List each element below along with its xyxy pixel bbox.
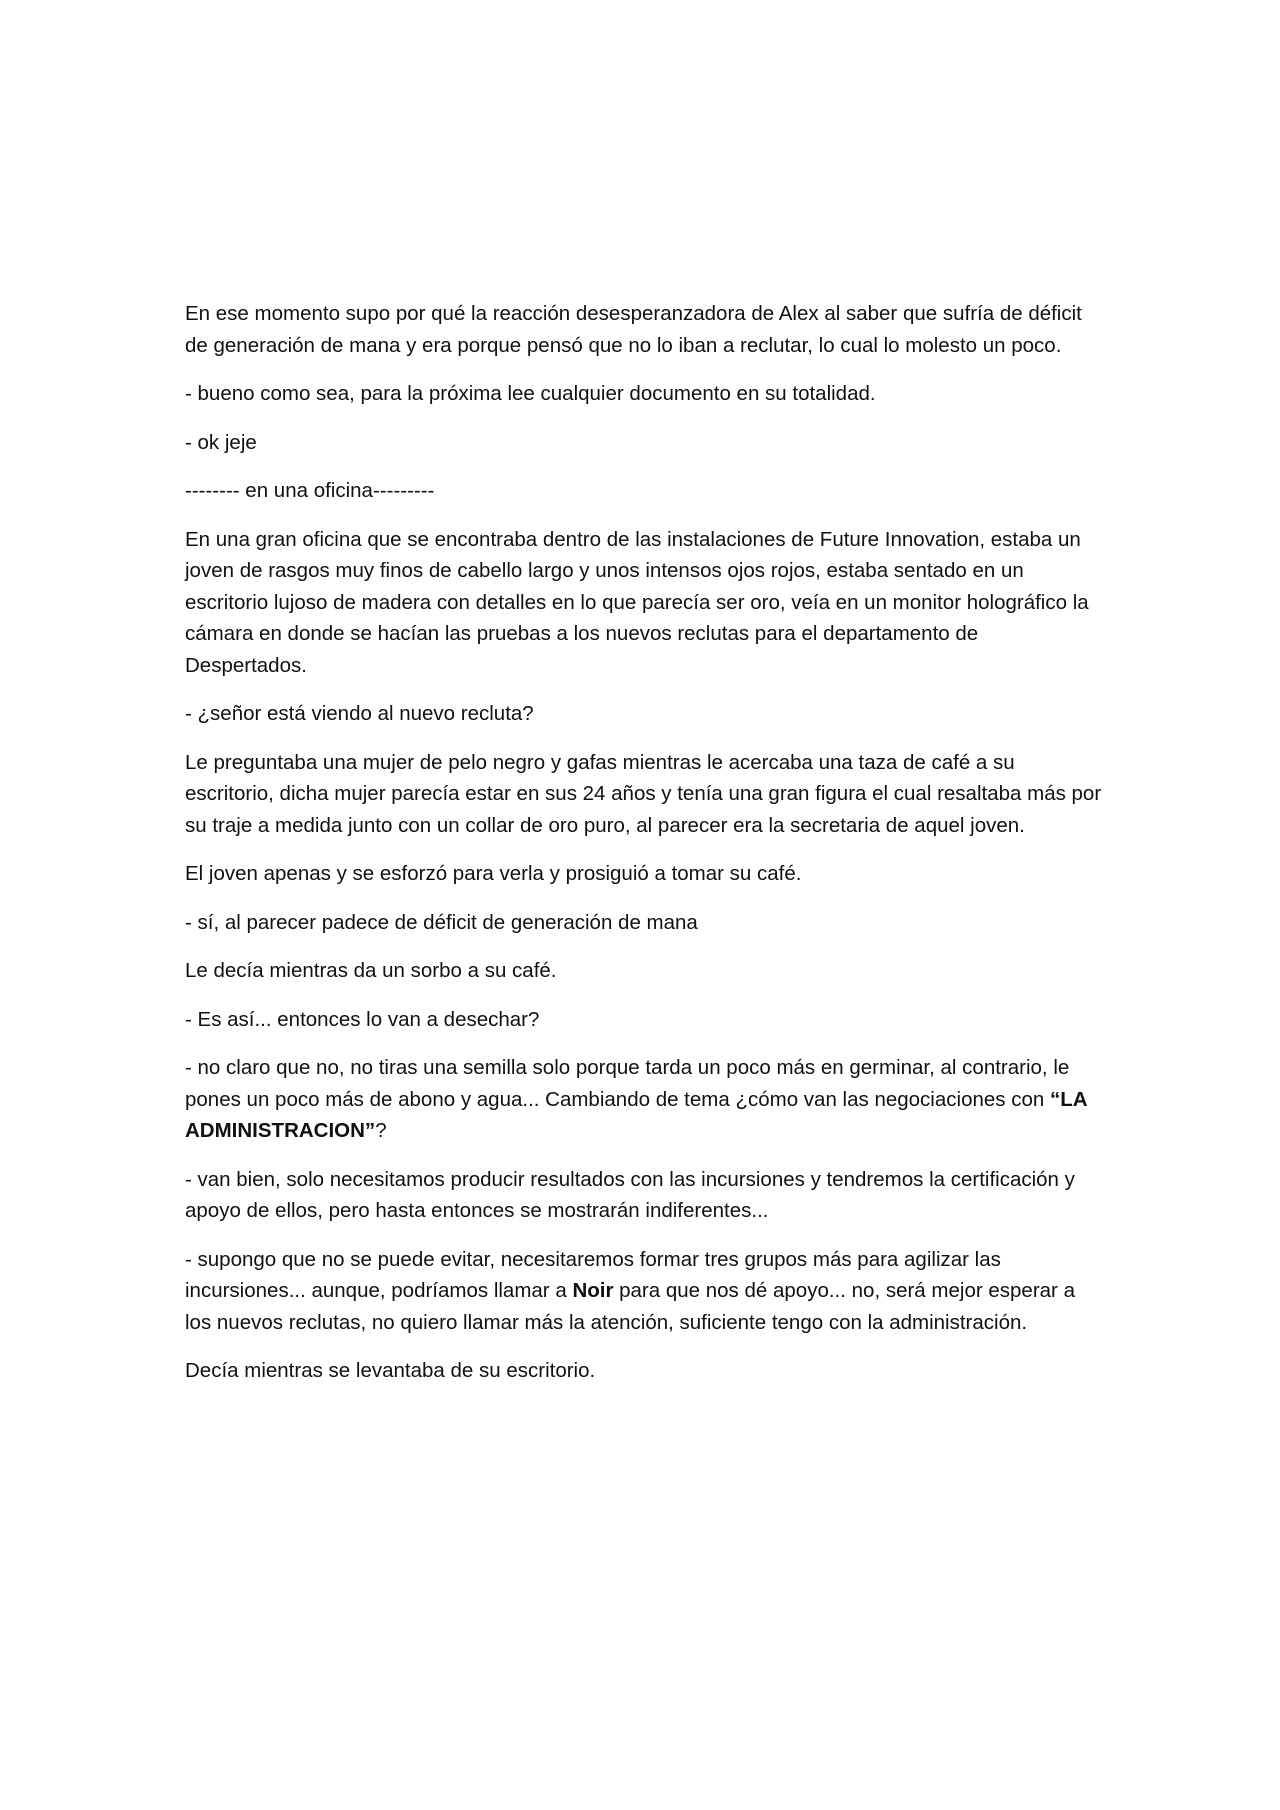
paragraph-text: En una gran oficina que se encontraba dentro de las instalaciones de Future Innovation, estaba un joven de rasgos muy finos de cabello largo y unos intensos ojos rojos, estaba sentado en un escritorio lujoso de madera con detalles en lo que parecía ser oro, veía en un monitor holográfico la cámara en donde se hacían las pruebas a los nuevos reclutas para el departamento de Despertados. xyxy=(185,527,1089,677)
document-body xyxy=(185,298,1105,1404)
paragraph-text: - sí, al parecer padece de déficit de generación de mana xyxy=(185,910,698,934)
paragraph xyxy=(185,1355,1105,1387)
paragraph-text: - supongo que no se puede evitar, necesitaremos formar tres grupos más para agilizar las incursiones... aunque, podríamos llamar a xyxy=(185,1247,1001,1302)
paragraph xyxy=(185,1164,1105,1227)
paragraph-text: En ese momento supo por qué la reacción desesperanzadora de Alex al saber que sufría de déficit de generación de mana y era porque pensó que no lo iban a reclutar, lo cual lo molesto un poco. xyxy=(185,302,1082,357)
paragraph-text: - van bien, solo necesitamos producir resultados con las incursiones y tendremos la certificación y apoyo de ellos, pero hasta entonces se mostrarán indiferentes... xyxy=(185,1167,1075,1222)
paragraph-text: - Es así... entonces lo van a desechar? xyxy=(185,1007,540,1031)
paragraph-text-tail: para que nos dé apoyo... no, será mejor esperar a los nuevos reclutas, no quiero llamar más la atención, suficiente tengo con la administración. xyxy=(185,1279,1075,1334)
paragraph-text: - ok jeje xyxy=(185,430,257,454)
paragraph xyxy=(185,955,1105,987)
paragraph-text: - no claro que no, no tiras una semilla solo porque tarda un poco más en germinar, al contrario, le pones un poco más de abono y agua... Cambiando de tema ¿cómo van las negociaciones con xyxy=(185,1056,1070,1111)
paragraph xyxy=(185,378,1105,410)
paragraph xyxy=(185,1244,1105,1339)
paragraph xyxy=(185,907,1105,939)
paragraph-text: Le preguntaba una mujer de pelo negro y gafas mientras le acercaba una taza de café a su escritorio, dicha mujer parecía estar en sus 24 años y tenía una gran figura el cual resaltaba más por su traje a medida junto con un collar de oro puro, al parecer era la secretaria de aquel joven. xyxy=(185,750,1102,837)
paragraph xyxy=(185,1004,1105,1036)
paragraph xyxy=(185,524,1105,682)
paragraph xyxy=(185,1052,1105,1147)
bold-text: “LA ADMINISTRACION” xyxy=(185,1087,1087,1142)
paragraph xyxy=(185,427,1105,459)
paragraph xyxy=(185,858,1105,890)
paragraph xyxy=(185,747,1105,842)
paragraph-text: - bueno como sea, para la próxima lee cualquier documento en su totalidad. xyxy=(185,382,876,405)
paragraph xyxy=(185,698,1105,730)
paragraph-text: -------- en una oficina--------- xyxy=(185,479,435,502)
bold-text: Noir xyxy=(572,1279,614,1302)
paragraph-text: El joven apenas y se esforzó para verla y prosiguió a tomar su café. xyxy=(185,862,802,885)
paragraph-text-tail: ? xyxy=(375,1119,387,1142)
scene-break xyxy=(185,475,1105,507)
paragraph xyxy=(185,298,1105,361)
paragraph-text: Le decía mientras da un sorbo a su café. xyxy=(185,959,557,982)
paragraph-text: - ¿señor está viendo al nuevo recluta? xyxy=(185,702,534,725)
paragraph-text: Decía mientras se levantaba de su escritorio. xyxy=(185,1359,596,1382)
